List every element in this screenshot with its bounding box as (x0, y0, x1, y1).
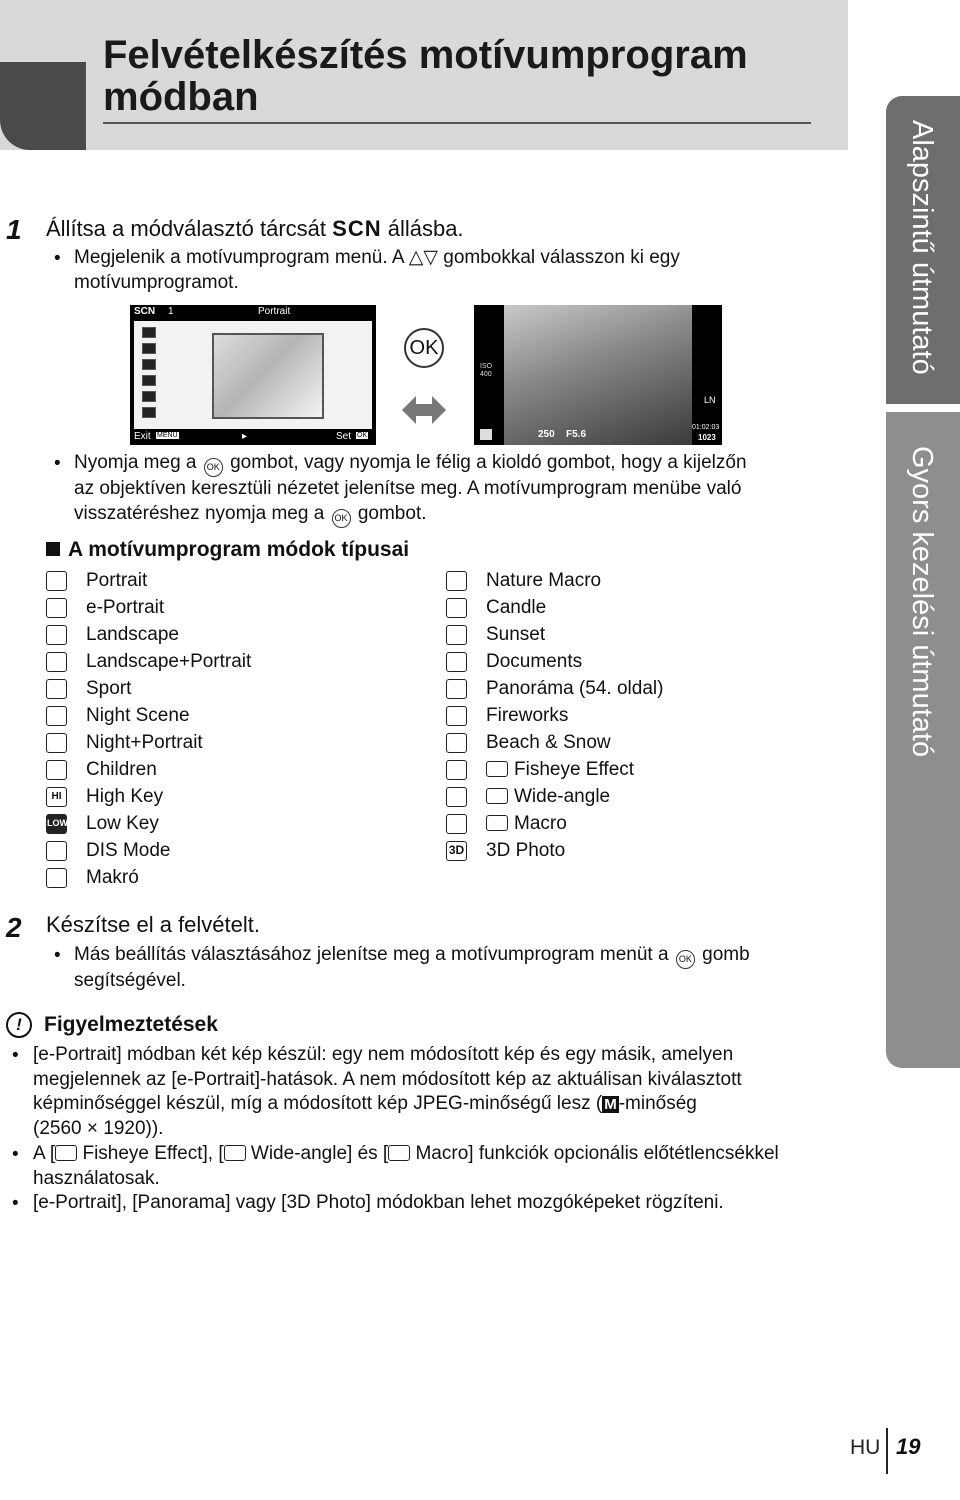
mode-label-text: Wide-angle (514, 786, 611, 807)
bullet-dot: • (12, 1193, 19, 1214)
wide-angle-icon (446, 787, 467, 807)
text-fragment: Fisheye Effect], [ (77, 1143, 224, 1164)
set-label: Set (336, 431, 352, 442)
quality-m-icon: M (604, 1096, 617, 1113)
scene-menu-screen (130, 305, 376, 445)
side-tab-basic-label: Alapszintű útmutató (906, 120, 938, 375)
landscape-icon (46, 625, 67, 645)
square-bullet-icon (46, 542, 60, 556)
ok-button-icon: OK (332, 509, 351, 528)
mode-label: Makró (86, 867, 139, 888)
title-rule (103, 122, 811, 124)
converter-lens-icon (224, 1145, 246, 1161)
mode-label: Sport (86, 678, 132, 699)
portrait-mode-icon (480, 429, 492, 440)
mode-label (486, 759, 634, 781)
e-portrait-icon (46, 598, 67, 618)
bullet-dot: • (54, 248, 61, 269)
chapter-header (0, 0, 848, 150)
step-1-bullet-1 (74, 246, 680, 295)
conv-macro-icon (446, 814, 467, 834)
children-icon (46, 760, 67, 780)
night-scene-icon (142, 407, 156, 418)
scene-name-label: Portrait (258, 306, 291, 317)
mode-label: Children (86, 759, 157, 780)
mode-label: Documents (486, 651, 583, 672)
mode-label: DIS Mode (86, 840, 171, 861)
page-title: Felvételkészítés motívumprogram módban (103, 33, 748, 119)
shutter-speed: 250 (538, 429, 555, 440)
warning-2-line-2: használatosak. (33, 1167, 160, 1189)
step-2-bullet-line-2: segítségével. (74, 970, 186, 991)
converter-lens-icon (486, 788, 508, 804)
scene-mode-label: SCN (134, 306, 156, 317)
mode-label: Landscape+Portrait (86, 651, 252, 672)
portrait-icon (46, 571, 67, 591)
warning-1-line-2: megjelennek az [e-Portrait]-hatások. A nem módosított kép az aktuálisan kiválasztott (33, 1068, 742, 1090)
text-fragment: A [ (33, 1143, 56, 1164)
text-fragment: gomb (702, 944, 750, 965)
iso-value: 400 (480, 371, 492, 378)
scn-glyph: SCN (332, 216, 382, 241)
caution-icon: ! (6, 1012, 32, 1038)
step-1-title (46, 216, 464, 242)
step-1-bullet-1-line-1: Megjelenik a motívumprogram menü. A △▽ gombokkal válasszon ki egy (74, 247, 680, 268)
live-view-photo (504, 305, 692, 445)
bullet-dot: • (54, 453, 61, 474)
iso-label: ISO (480, 363, 493, 370)
step-2-bullet-line-1 (74, 943, 750, 969)
ok-key-label: OK (357, 432, 368, 439)
double-arrow-icon (400, 392, 448, 428)
mode-label-text: Macro (514, 813, 567, 834)
fisheye-icon (446, 760, 467, 780)
e-portrait-icon (142, 343, 156, 354)
landscape-portrait-icon (46, 652, 67, 672)
sport-icon (142, 391, 156, 402)
mode-label: Beach & Snow (486, 732, 611, 753)
bullet-dot: • (12, 1144, 19, 1165)
step-1-number: 1 (6, 214, 22, 245)
text-fragment: Macro] funkciók opcionális előtétlencsékkel (410, 1143, 779, 1164)
3d-photo-icon: 3D (446, 841, 467, 861)
mode-label: 3D Photo (486, 840, 566, 861)
night-portrait-icon (46, 733, 67, 753)
converter-lens-icon (486, 815, 508, 831)
mode-label: e-Portrait (86, 597, 165, 618)
warning-3: [e-Portrait], [Panorama] vagy [3D Photo] módokban lehet mozgóképeket rögzíteni. (33, 1192, 724, 1213)
mode-label: Fireworks (486, 705, 569, 726)
section-title-text: A motívumprogram módok típusai (68, 538, 410, 561)
step-1-bullet-1-line-2: motívumprogramot. (74, 271, 239, 293)
step-1-bullet-2 (74, 451, 747, 528)
exit-label: Exit (134, 431, 151, 442)
mode-label: Night+Portrait (86, 732, 203, 753)
step-1-bullet-2-line-1 (74, 451, 747, 477)
mode-label: Low Key (86, 813, 159, 834)
warnings-title: Figyelmeztetések (44, 1013, 218, 1036)
menu-key-label: MENU (157, 432, 178, 439)
mode-label: Panoráma (54. oldal) (486, 678, 664, 699)
text-fragment: -minőség (618, 1093, 697, 1114)
recording-time: 01:02:03 (692, 424, 720, 431)
aperture-value: F5.6 (566, 429, 587, 440)
live-view-screen (474, 305, 722, 445)
warning-1 (33, 1043, 742, 1141)
iso-indicator (480, 363, 492, 379)
step-1-bullet-2-line-3 (74, 502, 747, 528)
side-tab-quick-label: Gyors kezelési útmutató (906, 446, 938, 758)
macro-icon (46, 868, 67, 888)
mode-label: Night Scene (86, 705, 190, 726)
warning-1-line-1: [e-Portrait] módban két kép készül: egy nem módosított kép és egy másik, amelyen (33, 1044, 734, 1065)
scene-menu-topbar (130, 305, 376, 319)
bullet-dot: • (12, 1045, 19, 1066)
mode-label: Landscape (86, 624, 179, 645)
text-fragment: Más beállítás választásához jelenítse meg a motívumprogram menüt a (74, 944, 669, 965)
arrow-right-icon: ▸ (242, 431, 248, 442)
mode-label: Sunset (486, 624, 546, 645)
mode-label: Nature Macro (486, 570, 602, 591)
warning-1-line-4: (2560 × 1920)). (33, 1117, 164, 1139)
panorama-icon (446, 679, 467, 699)
ok-button-label: OK (409, 337, 439, 359)
footer-divider (886, 1428, 888, 1474)
warning-2 (33, 1142, 779, 1191)
side-tab-quick-guide[interactable] (886, 412, 960, 1068)
language-code: HU (850, 1436, 881, 1459)
step-2-title: Készítse el a felvételt. (46, 912, 260, 937)
ok-button-icon: OK (676, 950, 695, 969)
nature-macro-icon (446, 571, 467, 591)
header-tab-decoration (0, 62, 86, 150)
landscape-icon (142, 359, 156, 370)
mode-label (486, 813, 567, 835)
documents-icon (446, 652, 467, 672)
mode-label: Portrait (86, 570, 148, 591)
fireworks-icon (446, 706, 467, 726)
mode-label-text: Fisheye Effect (514, 759, 635, 780)
scene-preview-image (212, 333, 324, 419)
night-scene-icon (46, 706, 67, 726)
converter-lens-icon (388, 1145, 410, 1161)
converter-lens-icon (55, 1145, 77, 1161)
warning-2-line-1 (33, 1142, 779, 1167)
text-fragment: gombot. (357, 502, 427, 524)
sport-icon (46, 679, 67, 699)
scene-page-label: 1 (168, 306, 174, 317)
dis-mode-icon (46, 841, 67, 861)
mode-label: High Key (86, 786, 164, 807)
candle-icon (446, 598, 467, 618)
beach-snow-icon (446, 733, 467, 753)
mode-label: Candle (486, 597, 547, 618)
text-fragment: gombot, vagy nyomja le félig a kioldó gombot, hogy a kijelzőn (230, 452, 747, 473)
mode-label (486, 786, 610, 808)
sunset-icon (446, 625, 467, 645)
side-tab-basic-guide[interactable] (886, 96, 960, 404)
warning-1-line-3 (33, 1092, 742, 1117)
high-key-icon: HI (46, 787, 67, 807)
step-1-title-pre: Állítsa a módválasztó tárcsát (46, 216, 327, 241)
low-key-icon: LOW (46, 814, 67, 834)
page-number: 19 (896, 1434, 921, 1459)
text-fragment: visszatéréshez nyomja meg a (74, 502, 325, 524)
quality-indicator: LN (704, 395, 716, 405)
text-fragment: Nyomja meg a (74, 452, 197, 473)
ok-button-icon: OK (204, 458, 223, 477)
step-1-bullet-2-line-2: az objektíven keresztüli nézetet jelenítse meg. A motívumprogram menübe való (74, 478, 742, 499)
text-fragment: képminőséggel készül, míg a módosított kép JPEG-minőségű lesz ( (33, 1093, 603, 1114)
step-1-title-post: állásba. (387, 216, 464, 241)
shots-remaining: 1023 (698, 433, 716, 442)
portrait-icon (142, 327, 156, 338)
step-2-bullet (74, 943, 750, 994)
ok-button-icon (404, 328, 444, 368)
scene-menu-list (134, 321, 372, 429)
text-fragment: Wide-angle] és [ (245, 1143, 389, 1164)
bullet-dot: • (54, 945, 61, 966)
section-title (46, 538, 409, 562)
scene-menu-bottombar (130, 429, 376, 445)
landscape-portrait-icon (142, 375, 156, 386)
converter-lens-icon (486, 761, 508, 777)
step-2-number: 2 (6, 912, 22, 943)
